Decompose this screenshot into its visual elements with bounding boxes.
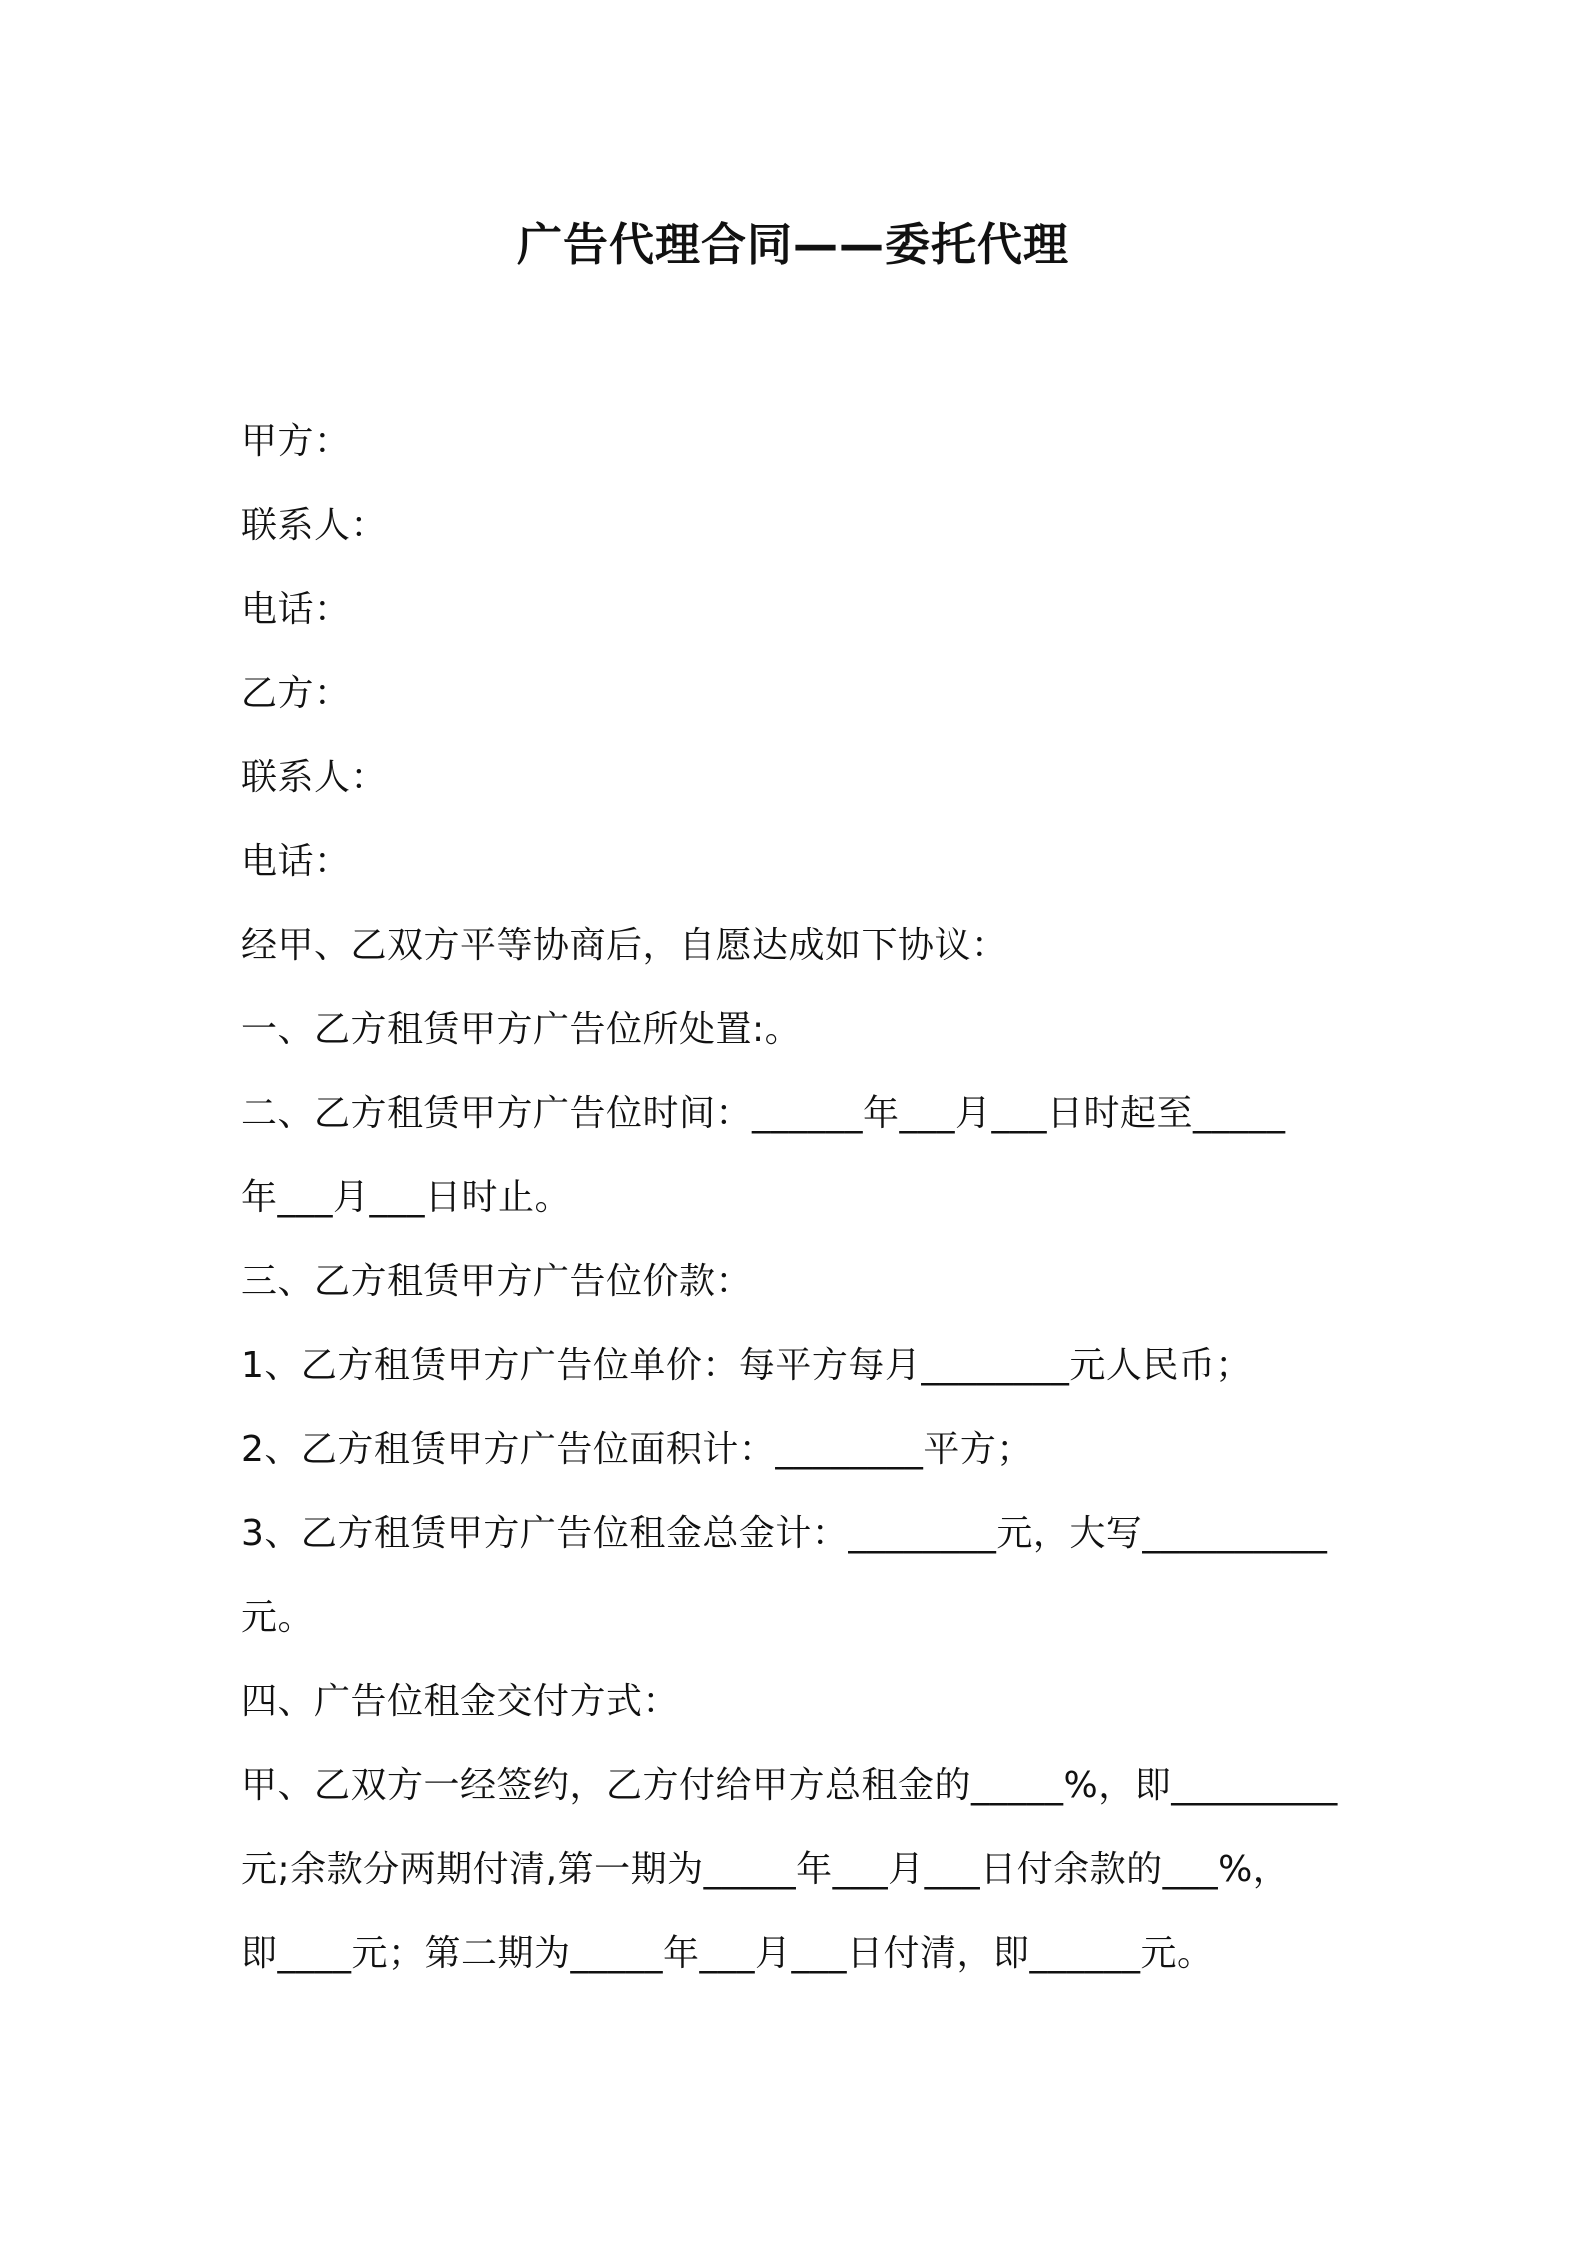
agreement-intro: 经甲、乙双方平等协商后，自愿达成如下协议： (241, 925, 1008, 966)
clause-4-payment-line-2: 元;余款分两期付清,第一期为_____年___月___日付余款的___%， (241, 1849, 1290, 1890)
party-a-contact-label: 联系人： (241, 505, 388, 546)
party-b-label: 乙方： (241, 673, 351, 714)
contract-body (241, 400, 1361, 1996)
clause-2-period: 二、乙方租赁甲方广告位时间：______年___月___日时起至_____ (241, 1093, 1286, 1134)
party-b-phone-label: 电话： (241, 841, 351, 882)
party-a-label: 甲方： (241, 421, 351, 462)
clause-4-payment-heading: 四、广告位租金交付方式： (241, 1681, 680, 1722)
party-a-phone-label: 电话： (241, 589, 351, 630)
clause-3-1-unit-price: 1、乙方租赁甲方广告位单价：每平方每月________元人民币； (241, 1345, 1252, 1386)
clause-4-payment-line-1: 甲、乙双方一经签约，乙方付给甲方总租金的_____%，即_________ (241, 1765, 1338, 1806)
clause-3-2-area: 2、乙方租赁甲方广告位面积计：________平方； (241, 1429, 1033, 1470)
clause-1-location: 一、乙方租赁甲方广告位所处置:。 (241, 1009, 802, 1050)
clause-2-period-cont: 年___月___日时止。 (241, 1177, 572, 1218)
clause-3-price-heading: 三、乙方租赁甲方广告位价款： (241, 1261, 753, 1302)
document-title: 广告代理合同——委托代理 (516, 218, 1069, 271)
clause-4-payment-line-3: 即____元；第二期为_____年___月___日付清，即______元。 (241, 1933, 1214, 1974)
clause-3-3-total: 3、乙方租赁甲方广告位租金总金计：________元，大写__________ (241, 1513, 1328, 1554)
party-b-contact-label: 联系人： (241, 757, 388, 798)
clause-3-3-total-cont: 元。 (241, 1597, 315, 1638)
